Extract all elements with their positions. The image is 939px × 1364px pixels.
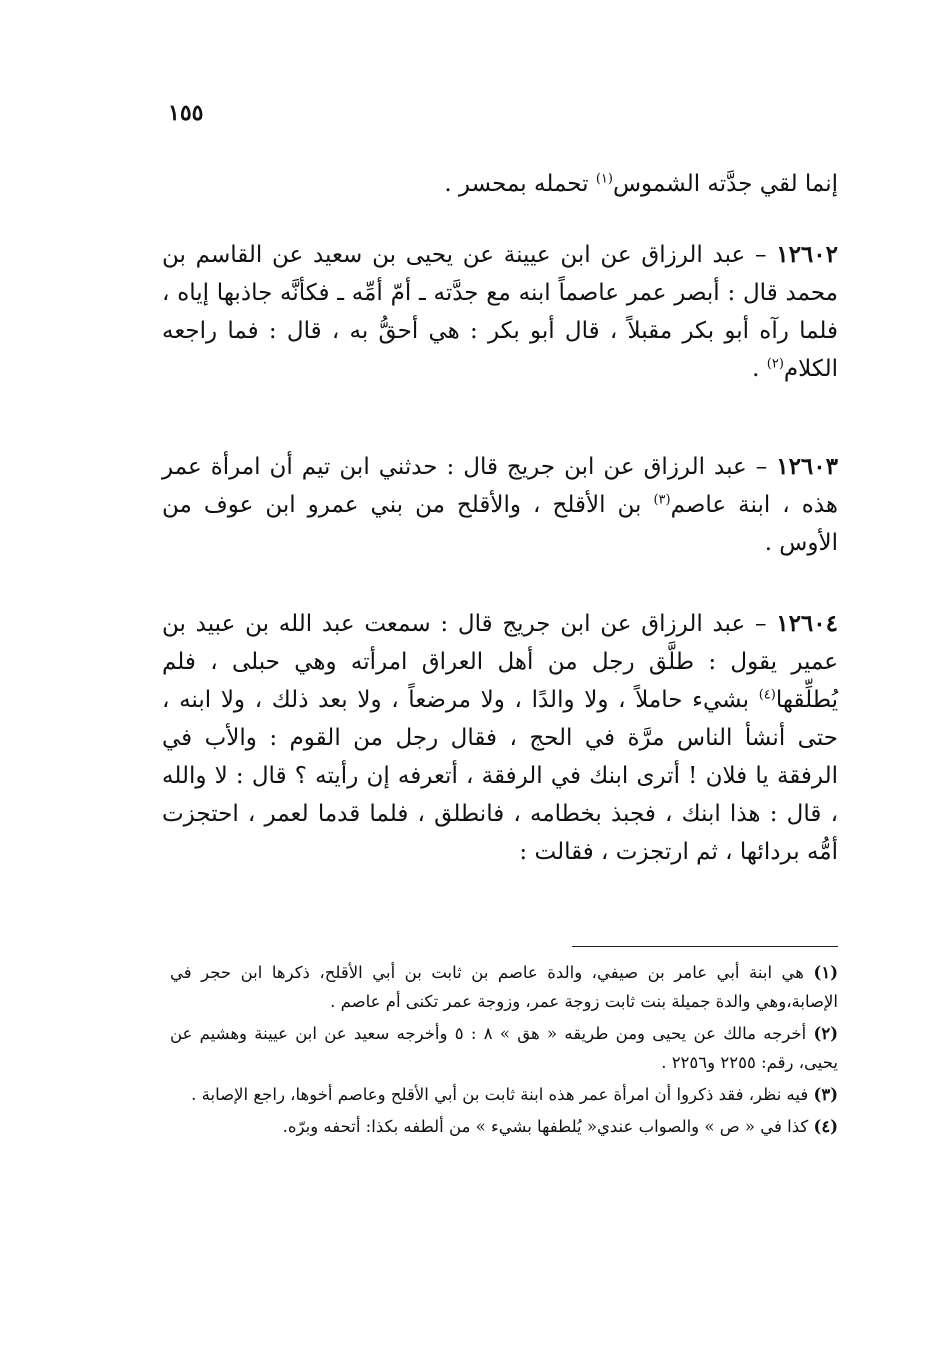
hadith-text-a: – عبد الرزاق عن ابن جريج قال : حدثني ابن تيم أن امرأة عمر هذه ، ابنة عاصم	[162, 454, 838, 518]
hadith-12604	[162, 605, 838, 871]
footnote-text: هي ابنة أبي عامر بن صيفي، والدة عاصم بن ثابت بن أبي الأقلح، ذكرها ابن حجر في الإصابة،وهي والدة جميلة بنت ثابت زوجة عمر، وزوجة عمر تكنى أم عاصم .	[170, 963, 838, 1011]
footnote-4	[170, 1112, 838, 1141]
footnote-number: (١)	[813, 963, 838, 982]
footnote-number: (٤)	[813, 1117, 838, 1136]
hadith-text-b: بشيء حاملاً ، ولا والدًا ، ولا مرضعاً ، ولا بعد ذلك ، ولا ابنه ، حتى أنشأ الناس مرَّة في الحج ، فقال رجل من القوم : والأب في الرفقة يا فلان ! أترى ابنك في الرفقة ، أتعرفه إن رأيته ؟ قال : لا والله ، قال : هذا ابنك ، فجبذ بخطامه ، فانطلق ، فلما قدما لعمر ، احتجزت أمُّه بردائها ، ثم ارتجزت ، فقالت :	[162, 687, 838, 865]
verse-text-a: إنما لقي جدَّته الشموس	[612, 171, 838, 197]
page-number: ١٥٥	[168, 100, 204, 126]
hadith-number: ١٢٦٠٤	[776, 610, 838, 637]
footnote-3	[170, 1080, 838, 1109]
footnote-text: كذا في « ص » والصواب عندي« يُلطفها بشيء » من ألطفه بكذا: أتحفه وبرّه.	[282, 1117, 814, 1136]
footnote-2	[170, 1019, 838, 1077]
footnote-1	[170, 958, 838, 1016]
hadith-number: ١٢٦٠٣	[776, 453, 838, 480]
verse-line	[162, 165, 838, 203]
hadith-12602-paragraph	[162, 236, 838, 388]
footnote-marker-1: (١)	[595, 171, 613, 187]
footnote-marker-2: (٢)	[766, 356, 784, 372]
hadith-12602	[162, 236, 838, 388]
hadith-12603-paragraph	[162, 448, 838, 562]
hadith-12604-paragraph	[162, 605, 838, 871]
footnote-number: (٢)	[813, 1024, 838, 1043]
hadith-12603	[162, 448, 838, 562]
footnotes	[170, 958, 838, 1144]
footnote-text: أخرجه مالك عن يحيى ومن طريقه « هق » ٨ : ٥ وأخرجه سعيد عن ابن عيينة وهشيم عن يحيى، رقم: ٢٢٥٥ و٢٢٥٦ .	[170, 1024, 838, 1072]
footnote-text: فيه نظر، فقد ذكروا أن امرأة عمر هذه ابنة ثابت بن أبي الأقلح وعاصم أخوها، راجع الإصابة .	[191, 1085, 814, 1104]
verse-paragraph	[162, 165, 838, 203]
hadith-text-tail: .	[752, 356, 767, 382]
hadith-text: – عبد الرزاق عن ابن عيينة عن يحيى بن سعيد عن القاسم بن محمد قال : أبصر عمر عاصماً ابنه مع جدَّته ـ أمّ أمِّه ـ فكأنَّه جاذبها إياه ، فلما رآه أبو بكر مقبلاً ، قال أبو بكر : هي أحقُّ به ، قال : فما راجعه الكلام	[162, 242, 838, 382]
footnote-divider	[572, 946, 838, 947]
verse-text-b: تحمله بمحسر .	[444, 171, 596, 197]
footnote-number: (٣)	[813, 1085, 838, 1104]
hadith-text-b: بن الأقلح ، والأقلح من بني عمرو ابن عوف من الأوس .	[162, 492, 838, 556]
footnote-marker-3: (٣)	[653, 492, 671, 508]
hadith-number: ١٢٦٠٢	[776, 241, 838, 268]
hadith-text-a: – عبد الرزاق عن ابن جريج قال : سمعت عبد الله بن عبيد بن عمير يقول : طلَّق رجل من أهل العراق امرأته وهي حبلى ، فلم يُطلِّقها	[162, 611, 838, 713]
footnote-marker-4: (٤)	[758, 687, 776, 703]
